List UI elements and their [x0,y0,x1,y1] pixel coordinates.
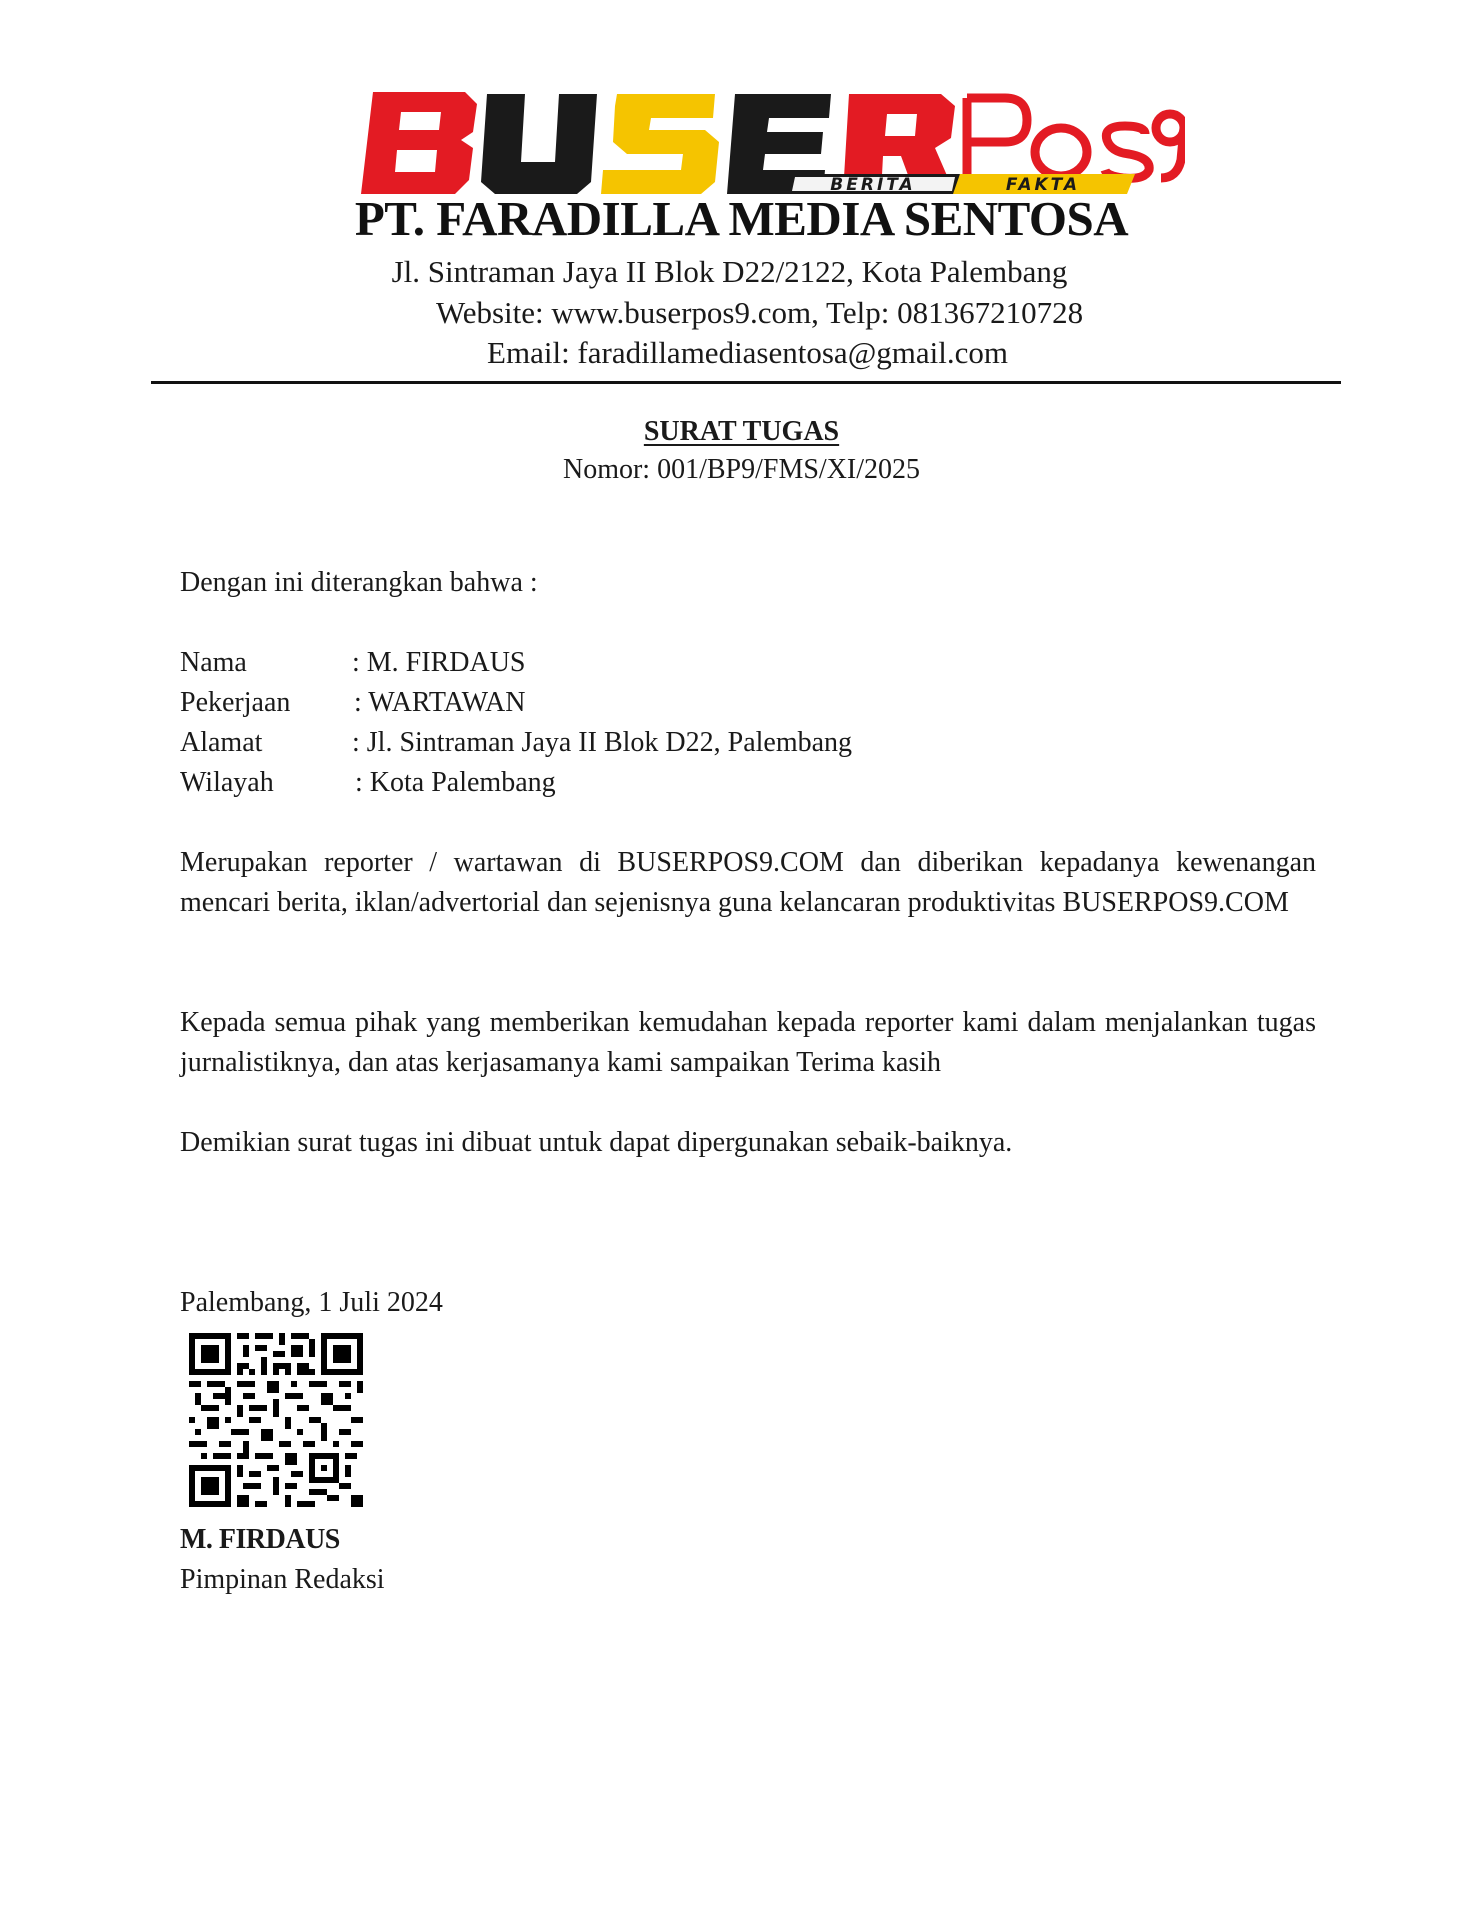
field-value: : M. FIRDAUS [352,647,526,678]
signer-title: Pimpinan Redaksi [180,1564,385,1595]
field-value: : Kota Palembang [355,767,556,798]
field-value: : WARTAWAN [354,687,526,718]
field-label: Alamat [180,727,263,758]
company-website-phone: Website: www.buserpos9.com, Telp: 081367210728 [435,295,1084,330]
signer-name: M. FIRDAUS [180,1524,340,1555]
letterhead-divider [151,381,1341,384]
paragraph-closing: Demikian surat tugas ini dibuat untuk dapat dipergunakan sebaik-baiknya. [180,1127,1013,1158]
paragraph-thanks: Kepada semua pihak yang memberikan kemudahan kepada reporter kami dalam menjalankan tugas jurnalistiknya, dan atas kerjasamanya kami sampaikan Terima kasih [180,1007,1316,1078]
company-email: Email: faradillamediasentosa@gmail.com [487,335,1008,370]
document-title: SURAT TUGAS [643,416,840,447]
logo-letter-u [481,94,597,194]
qr-code-icon [189,1333,363,1507]
place-date: Palembang, 1 Juli 2024 [180,1287,443,1318]
paragraph-authority: Merupakan reporter / wartawan di BUSERPOS9.COM dan diberikan kepadanya kewenangan mencari berita, iklan/advertorial dan sejenisnya guna kelancaran produktivitas BUSERPOS9.COM [180,847,1316,918]
buserpos9-logo [355,82,1185,202]
field-row-nama [180,643,852,683]
logo-letter-s [601,94,719,194]
identity-fields [180,643,852,803]
intro-text: Dengan ini diterangkan bahwa : [180,567,538,598]
logo-tag-right: FAKTA [1005,175,1081,195]
field-label: Pekerjaan [180,687,291,718]
field-row-pekerjaan [180,683,852,723]
field-row-wilayah [180,763,852,803]
field-row-alamat [180,723,852,763]
company-address: Jl. Sintraman Jaya II Blok D22/2122, Kota Palembang [391,254,1068,289]
field-value: : Jl. Sintraman Jaya II Blok D22, Palembang [352,727,853,758]
logo-pos9 [967,98,1184,178]
field-label: Nama [180,647,247,678]
field-label: Wilayah [180,767,274,798]
logo-letter-b [361,92,477,194]
document-number: Nomor: 001/BP9/FMS/XI/2025 [562,454,921,485]
logo-tag-left: BERITA [830,175,916,195]
company-name: PT. FARADILLA MEDIA SENTOSA [354,191,1129,246]
